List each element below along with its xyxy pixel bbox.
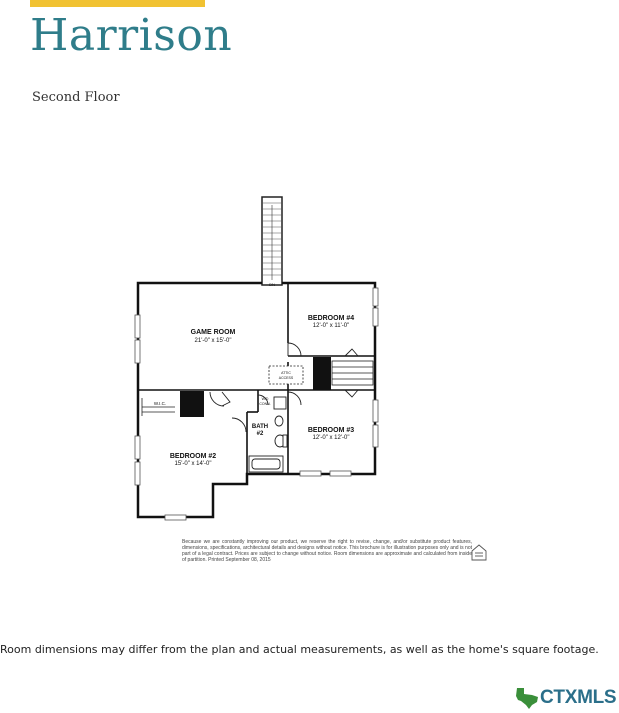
room-size-bedroom-3: 12'-0" x 12'-0" <box>312 435 350 441</box>
room-name-bedroom-4: BEDROOM #4 <box>307 315 355 322</box>
wd-label-line2: CONN. <box>259 402 271 406</box>
down-label: DN <box>269 282 275 287</box>
attic-label-line1: ATTIC <box>281 371 291 375</box>
legal-disclaimer: Because we are constantly improving our product, we reserve the right to revise, change, and/or substitute product features, dimensions, specifications, architectural details and designs without notice. This brochure is for illustration purposes only and is not part of a legal contract. Prices are subject to change without notice. Room dimensions are approximate and calculated from inside of partition. Printed September 08, 2015 <box>182 539 472 563</box>
closet-shelves <box>332 361 373 385</box>
texas-map-icon <box>514 686 540 710</box>
ctxmls-logo <box>514 686 616 710</box>
closet-block <box>313 357 331 390</box>
room-size-bedroom-2: 15'-0" x 14'-0" <box>174 461 212 467</box>
logo-text: CTXMLS <box>540 687 617 708</box>
closet-block <box>180 391 204 417</box>
room-size-game-room: 21'-0" x 15'-0" <box>194 338 232 344</box>
dimensions-footnote: Room dimensions may differ from the plan and actual measurements, as well as the home's square footage. <box>0 643 599 656</box>
plan-title: Harrison <box>30 10 233 61</box>
attic-label-line2: ACCESS <box>278 376 294 380</box>
bath-number: #2 <box>256 431 264 437</box>
room-name-bedroom-3: BEDROOM #3 <box>307 427 355 434</box>
bath-label: BATH <box>251 424 269 430</box>
wd-label-line1: W/D <box>261 397 269 401</box>
attic-access <box>269 366 303 384</box>
interior-walls <box>138 283 375 474</box>
room-size-bedroom-4: 12'-0" x 11'-0" <box>312 323 350 329</box>
staircase <box>262 197 282 285</box>
floor-subtitle: Second Floor <box>32 90 120 105</box>
wic-label: W.I.C. <box>153 401 167 406</box>
room-name-bedroom-2: BEDROOM #2 <box>169 453 217 460</box>
bathroom-fixtures <box>249 397 287 472</box>
equal-housing-icon <box>472 545 486 560</box>
room-name-game-room: GAME ROOM <box>190 329 236 336</box>
